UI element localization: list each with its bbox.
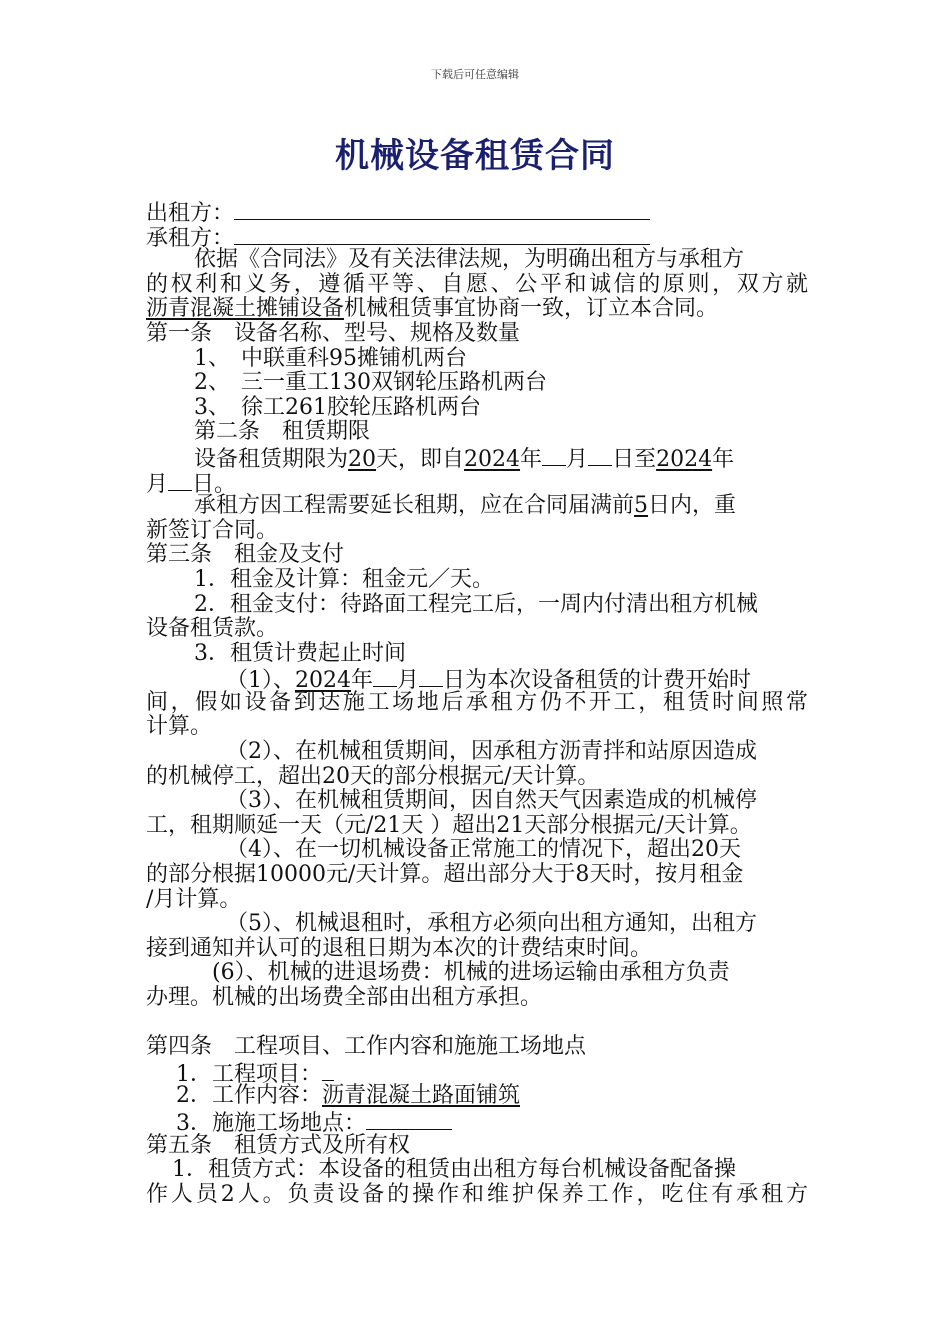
month-char: 月 — [397, 668, 420, 694]
equipment-item-1: 1、 中联重科95摊铺机两台 — [194, 345, 467, 371]
billing-sub-4-line-1: （4）、在一切机械设备正常施工的情况下，超出20天 — [226, 837, 741, 863]
contract-body — [146, 199, 808, 1207]
billing-sub-6-line-1: (6）、机械的进退场费：机械的进场运输由承租方负责 — [212, 960, 730, 986]
start-month-blank — [542, 445, 566, 466]
billing-text: 日为本次设备租赁的计费开始时 — [443, 668, 752, 694]
year-char: 年 — [712, 446, 735, 472]
article-5-heading: 第五条 租赁方式及所有权 — [146, 1132, 411, 1158]
billing-sub-2-line-1: （2）、在机械租赁期间，因承租方沥青拌和站原因造成 — [226, 739, 757, 765]
lessor-label: 出租方： — [146, 201, 235, 226]
year-char: 年 — [351, 668, 374, 694]
lease-term-line-2 — [146, 470, 808, 495]
article-1-heading: 第一条 设备名称、型号、规格及数量 — [146, 320, 521, 346]
sub-number: （1）、 — [226, 668, 295, 694]
extension-days: 5 — [634, 493, 649, 519]
site-location-blank — [366, 1109, 452, 1130]
site-location-item — [146, 1109, 808, 1134]
billing-sub-4-line-3: /月计算。 — [146, 886, 242, 912]
extension-line-2: 新签订合同。 — [146, 517, 279, 543]
page-header-note: 下载后可任意编辑 — [431, 68, 519, 81]
billing-sub-5-line-2: 接到通知并认可的退租日期为本次的计费结束时间。 — [146, 935, 653, 961]
billing-sub-1-line-3: 计算。 — [146, 714, 213, 740]
equipment-item-3: 3、 徐工261胶轮压路机两台 — [194, 394, 481, 420]
rent-item-1: 1．租金及计算：租金元／天。 — [194, 566, 494, 592]
work-content-value: 沥青混凝土路面铺筑 — [322, 1083, 521, 1109]
project-blank — [322, 1060, 334, 1081]
lease-days: 20 — [348, 446, 377, 472]
lease-term-text: 天，即自 — [376, 446, 465, 472]
equipment-type-underlined: 沥青混凝土摊铺设备 — [146, 296, 345, 322]
lease-term-line-1 — [146, 445, 808, 470]
billing-sub-1-line-2: 间，假如设备到达施工场地后承租方仍不开工，租赁时间照常 — [146, 689, 808, 715]
lessor-blank — [234, 199, 650, 220]
project-item — [146, 1060, 808, 1085]
article-3-heading: 第三条 租金及支付 — [146, 542, 345, 568]
document-title: 机械设备租赁合同 — [335, 136, 615, 176]
blank-line — [146, 1011, 808, 1036]
billing-sub-4-line-2: 的部分根据10000元/天计算。超出部分大于8天时，按月租金 — [146, 862, 744, 888]
billing-month-blank — [373, 666, 397, 687]
equipment-item-2: 2、 三一重工130双钢轮压路机两台 — [194, 370, 547, 396]
work-content-label: 2．工作内容： — [176, 1083, 322, 1109]
end-year: 2024 — [656, 446, 713, 472]
preamble-line-3-rest: 机械租赁事宜协商一致，订立本合同。 — [344, 296, 719, 322]
lease-term-text: 日至 — [612, 446, 657, 472]
site-location-label: 3．施施工场地点： — [176, 1110, 366, 1136]
rent-item-2-line-2: 设备租赁款。 — [146, 616, 279, 642]
start-year: 2024 — [464, 446, 521, 472]
month-char: 月 — [146, 471, 169, 497]
article-2-heading: 第二条 租赁期限 — [194, 419, 371, 445]
billing-sub-3-line-2: 工，租期顺延一天（元/21天 ）超出21天部分根据元/天计算。 — [146, 812, 752, 838]
billing-start-year: 2024 — [295, 668, 351, 694]
lessor-line — [146, 199, 808, 224]
extension-text: 日内，重 — [648, 493, 737, 519]
end-day-blank — [168, 470, 192, 491]
extension-line-1 — [146, 494, 808, 519]
year-char: 年 — [520, 446, 543, 472]
billing-sub-2-line-2: 的机械停工，超出20天的部分根据元/天计算。 — [146, 763, 600, 789]
rent-item-2-line-1: 2．租金支付：待路面工程完工后，一周内付清出租方机械 — [194, 591, 758, 617]
preamble-line-2: 的权利和义务，遵循平等、自愿、公平和诚信的原则，双方就 — [146, 271, 808, 297]
month-char: 月 — [566, 446, 589, 472]
lease-mode-line-2: 作人员2人。负责设备的操作和维护保养工作，吃住有承租方 — [146, 1181, 808, 1207]
preamble-line-1: 依据《合同法》及有关法律法规，为明确出租方与承租方 — [194, 247, 745, 273]
billing-sub-3-line-1: （3）、在机械租赁期间，因自然天气因素造成的机械停 — [226, 788, 757, 814]
billing-sub-6-line-2: 办理。机械的出场费全部由出租方承担。 — [146, 985, 543, 1010]
article-4-heading: 第四条 工程项目、工作内容和施施工场地点 — [146, 1034, 587, 1060]
lessee-label: 承租方： — [146, 225, 235, 251]
billing-sub-1-line-1 — [146, 666, 808, 694]
start-day-blank — [588, 445, 612, 466]
lessee-line — [146, 224, 808, 249]
lessee-blank — [234, 224, 650, 245]
work-content-item — [146, 1084, 808, 1109]
lease-term-text: 设备租赁期限为 — [194, 446, 349, 472]
billing-day-blank — [419, 666, 443, 687]
lease-mode-line-1: 1．租赁方式：本设备的租赁由出租方每台机械设备配备操 — [172, 1157, 736, 1183]
billing-sub-5-line-1: （5）、机械退租时，承租方必须向出租方通知，出租方 — [226, 911, 757, 937]
rent-item-3: 3．租赁计费起止时间 — [194, 640, 406, 666]
day-char: 日。 — [192, 471, 237, 497]
project-label: 1．工程项目： — [176, 1061, 322, 1087]
extension-text: 承租方因工程需要延长租期，应在合同届满前 — [194, 493, 635, 519]
preamble-line-3 — [146, 297, 808, 322]
